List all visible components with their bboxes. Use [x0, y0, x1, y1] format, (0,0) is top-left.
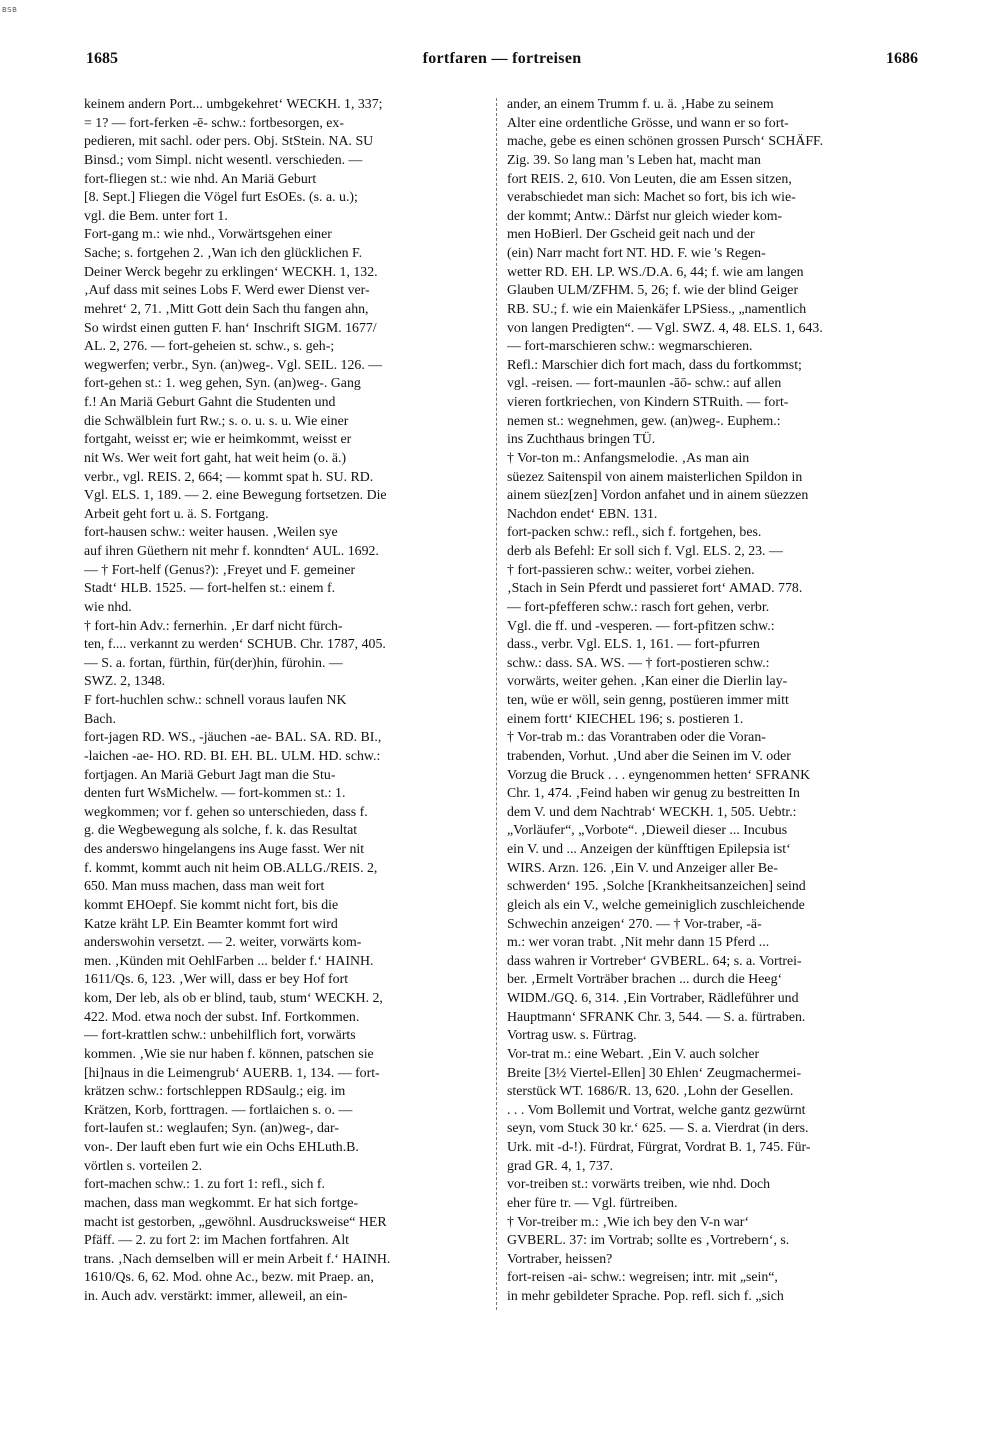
text-line: Urk. mit -d-!). Fürdrat, Fürgrat, Vordrat B. 1, 745. Für- [507, 1139, 811, 1154]
text-line: Vor-trat m.: eine Webart. ‚Ein V. auch solcher [507, 1045, 760, 1061]
text-line: -laichen -ae- HO. RD. BI. EH. BL. ULM. HD. schw.: [84, 747, 381, 763]
text-line: des anderswo hingelangens ins Auge fasst. Wer nit [84, 841, 365, 856]
text-line: fort-hausen schw.: weiter hausen. ‚Weilen sye [84, 524, 338, 540]
text-line: Vgl. ELS. 1, 189. — 2. eine Bewegung fortsetzen. Die [84, 487, 387, 503]
text-line: Binsd.; vom Simpl. nicht wesentl. verschieden. — [84, 151, 363, 167]
text-line: macht ist gestorben, „gewöhnl. Ausdrucksweise“ HER [84, 1213, 387, 1229]
text-line: schwerden‘ 195. ‚Solche [Krankheitsanzeichen] seind [507, 878, 806, 894]
text-line: — fort-krattlen schw.: unbehilflich fort, vorwärts [84, 1027, 356, 1043]
text-line: So wirdst einen gutten F. han‘ Inschrift SIGM. 1677/ [84, 319, 377, 335]
text-line: † Vor-trab m.: das Vorantraben oder die Voran- [507, 729, 766, 745]
text-line: SWZ. 2, 1348. [84, 673, 166, 689]
text-line: AL. 2, 276. — fort-geheien st. schw., s. geh-; [84, 338, 335, 354]
text-line: Breite [3½ Viertel-Ellen] 30 Ehlen‘ Zeugmachermei- [507, 1064, 802, 1080]
text-line: m.: wer voran trabt. ‚Nit mehr dann 15 Pferd ... [507, 934, 770, 950]
text-line: Arbeit geht fort u. ä. S. Fortgang. [84, 505, 269, 521]
text-line: dass wahren ir Vortreber‘ GVBERL. 64; s. a. Vortrei- [507, 952, 802, 968]
text-line: fort-gehen st.: 1. weg gehen, Syn. (an)weg-. Gang [84, 375, 361, 391]
text-line: † fort-hin Adv.: fernerhin. ‚Er darf nicht fürch- [84, 617, 343, 633]
text-line: — fort-marschieren schw.: wegmarschieren. [507, 338, 753, 354]
text-line: ander, an einem Trumm f. u. ä. ‚Habe zu seinem [507, 96, 774, 111]
text-line: vor-treiben st.: vorwärts treiben, wie nhd. Doch [507, 1176, 771, 1192]
text-line: grad GR. 4, 1, 737. [507, 1157, 614, 1173]
text-line: F fort-huchlen schw.: schnell voraus laufen NK [84, 692, 347, 707]
text-line: pedieren, mit sachl. oder pers. Obj. StStein. NA. SU [84, 133, 374, 149]
text-line: auf ihren Güethern nit mehr f. konndten‘ AUL. 1692. [84, 543, 379, 558]
text-line: mache, gebe es einen schönen grossen Pursch‘ SCHÄFF. [507, 133, 824, 149]
text-line: fortjagen. An Mariä Geburt Jagt man die Stu- [84, 766, 336, 782]
text-line: Hauptmann‘ SFRANK Chr. 3, 544. — S. a. fürtraben. [507, 1008, 806, 1024]
text-line: vorwärts, weiter gehen. ‚Kan einer die Dierlin lay- [507, 673, 788, 689]
text-line: fort-laufen st.: weglaufen; Syn. (an)weg-, dar- [84, 1120, 339, 1136]
text-line: trans. ‚Nach demselben will er mein Arbeit f.‘ HAINH. [84, 1250, 391, 1266]
text-line: Pfäff. — 2. zu fort 2: im Machen fortfahren. Alt [84, 1232, 350, 1248]
text-line: krätzen schw.: fortschleppen RDSaulg.; eig. im [84, 1083, 346, 1099]
text-line: nit Ws. Wer weit fort gaht, hat weit heim (o. ä.) [84, 449, 347, 465]
text-line: † Vor-treiber m.: ‚Wie ich bey den V-n war‘ [507, 1213, 750, 1229]
text-line: Krätzen, Korb, forttragen. — fortlaichen s. o. — [84, 1101, 353, 1117]
text-line: in. Auch adv. verstärkt: immer, alleweil, an ein- [84, 1288, 348, 1303]
text-line: Bach. [84, 710, 116, 726]
text-line: † fort-passieren schw.: weiter, vorbei ziehen. [507, 561, 755, 577]
text-line: . . . Vom Bollemit und Vortrat, welche gantz gezwürnt [507, 1101, 806, 1117]
text-line: wegkommen; vor f. gehen so unterschieden, dass f. [84, 803, 368, 819]
text-line: süezez Saitenspil von ainem maisterlichen Spildon in [507, 468, 803, 484]
text-line: gleich als ein V., welche gemeiniglich zuschleichende [507, 896, 805, 912]
text-line: g. die Wegbewegung als solche, f. k. das Resultat [84, 822, 358, 838]
text-line: wie nhd. [84, 598, 132, 614]
text-line: ten, f.... verkannt zu werden‘ SCHUB. Chr. 1787, 405. [84, 636, 386, 652]
text-line: sterstück WT. 1686/R. 13, 620. ‚Lohn der Gesellen. [507, 1083, 794, 1099]
text-line: 1610/Qs. 6, 62. Mod. ohne Ac., bezw. mit Praep. an, [84, 1269, 374, 1285]
text-line: Schwechin anzeigen‘ 270. — † Vor-traber, -ä- [507, 915, 762, 931]
text-line: Chr. 1, 474. ‚Feind haben wir genug zu bestreitten In [507, 785, 800, 801]
text-line: Nachdon endet‘ EBN. 131. [507, 505, 658, 521]
text-line: derb als Befehl: Er soll sich f. Vgl. ELS. 2, 23. — [507, 543, 783, 558]
text-line: Deiner Werck begehr zu erklingen‘ WECKH. 1, 132. [84, 263, 378, 279]
text-line: ins Zuchthaus bringen TÜ. [507, 431, 656, 447]
text-line: Vortraber, heissen? [507, 1250, 613, 1266]
text-line: WIDM./GQ. 6, 314. ‚Ein Vortraber, Rädleführer und [507, 990, 799, 1005]
text-line: dem V. und dem Nachtrab‘ WECKH. 1, 505. Uebtr.: [507, 803, 797, 819]
text-line: Vorzug die Bruck . . . eyngenommen hetten‘ SFRANK [507, 766, 811, 782]
text-line: Refl.: Marschier dich fort mach, dass du fortkommst; [507, 356, 802, 372]
text-line: Vgl. die ff. und -vesperen. — fort-pfitzen schw.: [507, 617, 775, 633]
text-line: = 1? — fort-ferken -ē- schw.: fortbesorgen, ex- [84, 114, 344, 130]
page-number-right: 1686 [886, 50, 918, 67]
text-line: ten, wüe er wöll, sein genng, postüeren immer mitt [507, 692, 789, 707]
text-line: — S. a. fortan, fürthin, für(der)hin, fürohin. — [84, 654, 343, 670]
text-line: † Vor-ton m.: Anfangsmelodie. ‚As man ain [507, 449, 750, 465]
text-line: Vortrag usw. s. Fürtrag. [507, 1027, 637, 1043]
page-number-left: 1685 [86, 50, 118, 67]
text-line: wegwerfen; verbr., Syn. (an)weg-. Vgl. SEIL. 126. — [84, 356, 383, 372]
text-line: in mehr gebildeter Sprache. Pop. refl. sich f. „sich [507, 1288, 784, 1303]
text-line: vgl. -reisen. — fort-maunlen -āō- schw.: auf allen [507, 375, 782, 391]
text-line: f. kommt, kommt auch nit heim OB.ALLG./REIS. 2, [84, 859, 378, 875]
text-line: fort-jagen RD. WS., -jäuchen -ae- BAL. SA. RD. BI., [84, 729, 382, 745]
text-line: ainem süez[zen] Vordon anfahet und in ainem süezzen [507, 487, 809, 503]
text-line: GVBERL. 37: im Vortrab; sollte es ‚Vortrebern‘, s. [507, 1232, 790, 1248]
text-line: die Schwälblein furt Rw.; s. o. u. s. u. Wie einer [84, 412, 349, 428]
text-line: verbr., vgl. REIS. 2, 664; — kommt spat h. SU. RD. [84, 468, 374, 484]
text-line: verabschiedet man sich: Machet so fort, bis ich wie- [507, 189, 796, 205]
text-line: Alter eine ordentliche Grösse, und wann er so fort- [507, 114, 789, 130]
text-line: kommt EHOepf. Sie kommt nicht fort, bis die [84, 896, 339, 912]
text-line: men HoBierl. Der Gscheid geit nach und der [507, 226, 755, 242]
text-line: [8. Sept.] Fliegen die Vögel furt EsOEs. (s. a. u.); [84, 189, 358, 205]
text-line: machen, dass man wegkommt. Er hat sich fortge- [84, 1194, 359, 1210]
text-line: men. ‚Künden mit OehlFarben ... belder f.‘ HAINH. [84, 952, 374, 968]
text-line: seyn, vom Stuck 30 kr.‘ 625. — S. a. Vierdrat (in ders. [507, 1120, 809, 1136]
text-line: ‚Auf dass mit seines Lobs F. Werd ewer Dienst ver- [84, 282, 370, 298]
right-column [507, 95, 913, 1306]
text-line: Fort-gang m.: wie nhd., Vorwärtsgehen einer [84, 226, 332, 242]
column-divider [496, 98, 497, 1310]
text-line: 1611/Qs. 6, 123. ‚Wer will, dass er bey Hof fort [84, 971, 349, 987]
text-line: Zig. 39. So lang man 's Leben hat, macht man [507, 151, 761, 167]
text-line: 650. Man muss machen, dass man weit fort [84, 878, 325, 894]
text-line: — † Fort-helf (Genus?): ‚Freyet und F. gemeiner [84, 561, 356, 577]
text-line: der kommt; Antw.: Därfst nur gleich wieder kom- [507, 207, 783, 223]
text-line: wetter RD. EH. LP. WS./D.A. 6, 44; f. wie am langen [507, 263, 804, 279]
text-line: vörtlen s. vorteilen 2. [84, 1157, 203, 1173]
text-line: trabenden, Vorhut. ‚Und aber die Seinen im V. oder [507, 747, 791, 763]
text-line: eher füre tr. — Vgl. fürtreiben. [507, 1194, 678, 1210]
text-line: Sache; s. fortgehen 2. ‚Wan ich den glücklichen F. [84, 245, 363, 260]
text-line: ber. ‚Ermelt Vorträber brachen ... durch die Heeg‘ [507, 971, 783, 987]
text-line: RB. SU.; f. wie ein Maienkäfer LPSiess., „namentlich [507, 300, 807, 316]
text-line: Katze kräht LP. Ein Beamter kommt fort wird [84, 915, 338, 931]
text-line: ‚Stach in Sein Pferdt und passieret fort‘ AMAD. 778. [507, 580, 803, 596]
running-title: fortfaren — fortreisen [422, 50, 582, 67]
text-line: anderswohin versetzt. — 2. weiter, vorwärts kom- [84, 934, 362, 950]
text-line: (ein) Narr macht fort NT. HD. F. wie 's Regen- [507, 245, 766, 260]
left-column [84, 95, 490, 1306]
text-line: keinem andern Port... umbgekehret‘ WECKH. 1, 337; [84, 96, 383, 111]
text-line: fort-packen schw.: refl., sich f. fortgehen, bes. [507, 524, 762, 540]
text-line: f.! An Mariä Geburt Gahnt die Studenten und [84, 394, 336, 409]
text-line: mehret‘ 2, 71. ‚Mitt Gott dein Sach thu fangen ahn, [84, 300, 369, 316]
text-line: von-. Der lauft eben furt wie ein Ochs EHLuth.B. [84, 1139, 359, 1154]
text-line: fort-reisen -ai- schw.: wegreisen; intr. mit „sein“, [507, 1269, 778, 1285]
text-line: fort-machen schw.: 1. zu fort 1: refl., sich f. [84, 1176, 325, 1192]
page-header [86, 50, 918, 78]
text-line: [hi]naus in die Leimengrub‘ AUERB. 1, 134. — fort- [84, 1064, 380, 1080]
text-line: vieren fortkriechen, von Kindern STRuith. — fort- [507, 394, 789, 409]
library-stamp: BSB [2, 6, 18, 14]
text-line: von langen Predigten“. — Vgl. SWZ. 4, 48. ELS. 1, 643. [507, 319, 823, 335]
text-line: kom, Der leb, als ob er blind, taub, stum‘ WECKH. 2, [84, 990, 383, 1005]
text-line: dass., verbr. Vgl. ELS. 1, 161. — fort-pfurren [507, 636, 760, 652]
text-line: schw.: dass. SA. WS. — † fort-postieren schw.: [507, 654, 770, 670]
text-line: Stadt‘ HLB. 1525. — fort-helfen st.: einem f. [84, 580, 336, 596]
text-line: fort-fliegen st.: wie nhd. An Mariä Geburt [84, 170, 317, 186]
text-line: — fort-pfefferen schw.: rasch fort gehen, verbr. [507, 598, 770, 614]
text-line: kommen. ‚Wie sie nur haben f. können, patschen sie [84, 1045, 374, 1061]
text-line: denten furt WsMichelw. — fort-kommen st.: 1. [84, 785, 346, 801]
text-line: nemen st.: wegnehmen, gew. (an)weg-. Euphem.: [507, 412, 781, 428]
text-line: ein V. und ... Anzeigen der künfftigen Epilepsia ist‘ [507, 841, 791, 856]
text-line: fort REIS. 2, 610. Von Leuten, die am Essen sitzen, [507, 170, 792, 186]
text-line: vgl. die Bem. unter fort 1. [84, 207, 228, 223]
text-line: WIRS. Arzn. 126. ‚Ein V. und Anzeiger aller Be- [507, 859, 778, 875]
text-line: Glauben ULM/ZFHM. 5, 26; f. wie der blind Geiger [507, 282, 799, 298]
text-line: 422. Mod. etwa noch der subst. Inf. Fortkommen. [84, 1008, 360, 1024]
text-line: „Vorläufer“, „Vorbote“. ‚Dieweil dieser ... Incubus [507, 822, 788, 838]
text-line: fortgaht, weisst er; wie er heimkommt, weisst er [84, 431, 352, 447]
text-line: einem fortt‘ KIECHEL 196; s. postieren 1. [507, 710, 744, 726]
